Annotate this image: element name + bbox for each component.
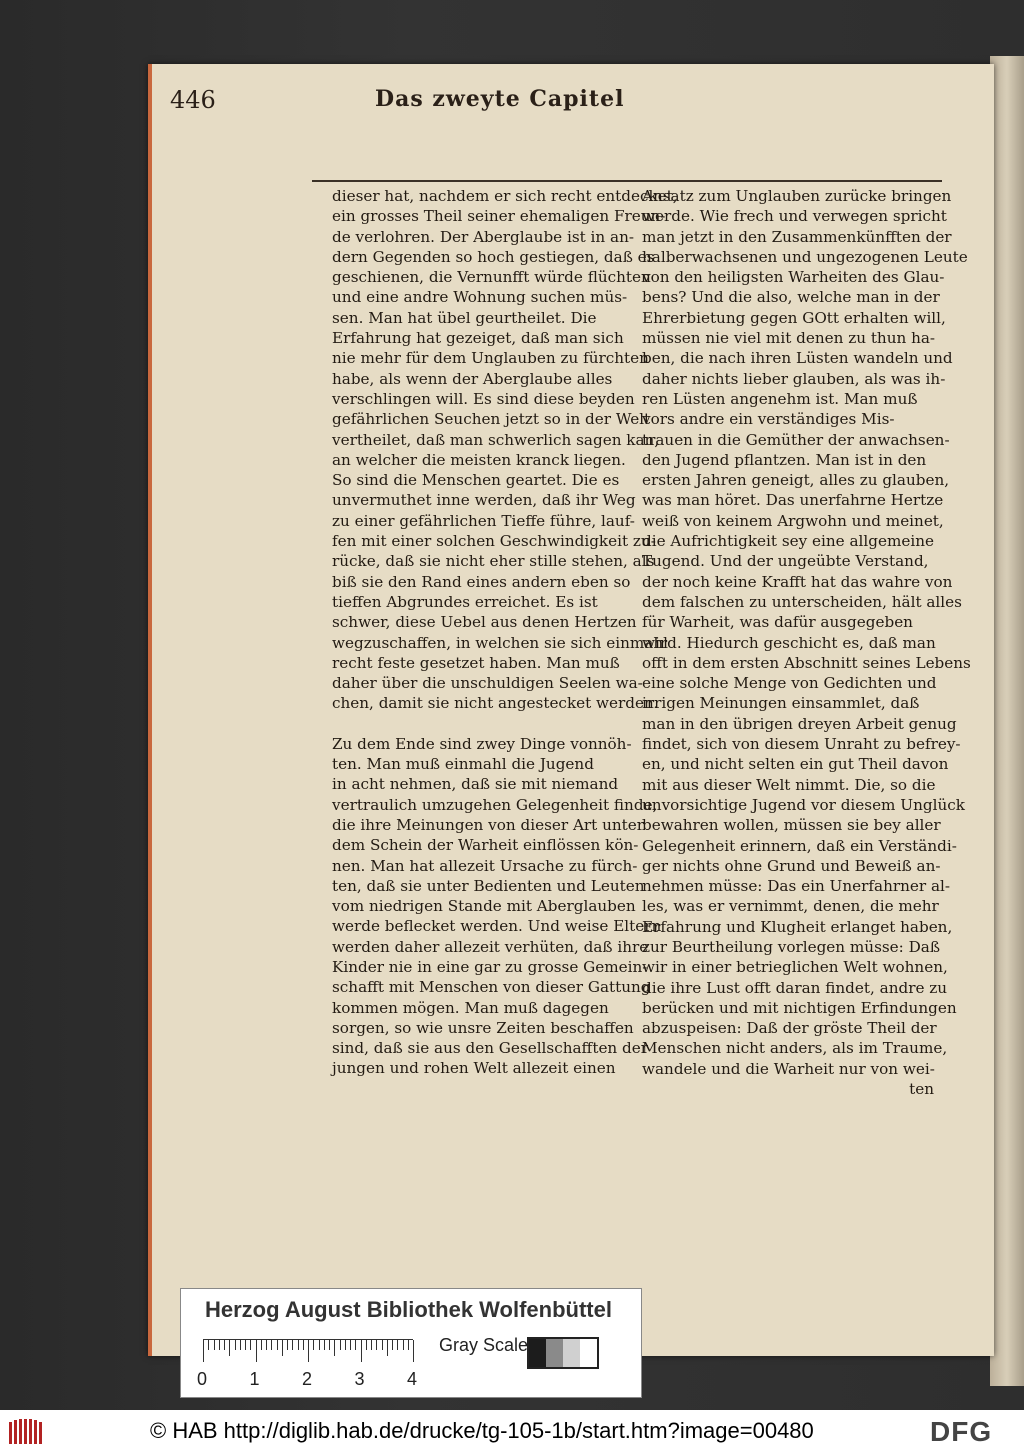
text-line: ein grosses Theil seiner ehemaligen Freun- [332, 207, 666, 226]
text-line: vertraulich umzugehen Gelegenheit finde, [332, 795, 658, 814]
ruler-tick [303, 1340, 304, 1350]
text-line: ren Lüsten angenehm ist. Man muß [642, 389, 918, 408]
ruler-tick [229, 1340, 230, 1356]
ruler-tick [345, 1340, 346, 1350]
text-line: dern Gegenden so hoch gestiegen, daß es [332, 247, 655, 266]
text-line: trauen in die Gemüther der anwachsen- [642, 430, 950, 449]
text-line: man jetzt in den Zusammenkünfften der [642, 227, 952, 246]
text-line: biß sie den Rand eines andern eben so [332, 572, 631, 591]
text-line: kommen mögen. Man muß dagegen [332, 998, 609, 1017]
text-line: werde. Wie frech und verwegen spricht [642, 207, 947, 226]
text-line: berücken und mit nichtigen Erfindungen [642, 998, 957, 1017]
text-line: offt in dem ersten Abschnitt seines Lebens [642, 653, 971, 672]
ruler-tick [413, 1340, 414, 1362]
ruler-tick [392, 1340, 393, 1350]
text-line: ersten Jahren geneigt, alles zu glauben, [642, 471, 950, 490]
gray-swatch [529, 1339, 546, 1367]
text-line: Erfahrung und Klugheit erlanget haben, [642, 917, 953, 936]
text-line: ten. Man muß einmahl die Jugend [332, 755, 594, 774]
text-line: verschlingen will. Es sind diese beyden [332, 389, 635, 408]
text-line: man in den übrigen dreyen Arbeit genug [642, 714, 957, 733]
text-line: fen mit einer solchen Geschwindigkeit zu- [332, 532, 656, 551]
text-line: was man höret. Das unerfahrne Hertze [642, 491, 944, 510]
text-line: vom niedrigen Stande mit Aberglauben [332, 897, 636, 916]
footer-bar [0, 1410, 1024, 1454]
ruler-tick [271, 1340, 272, 1350]
text-line: sorgen, so wie unsre Zeiten beschaffen [332, 1018, 634, 1037]
library-color-card [180, 1288, 642, 1398]
ruler-tick [287, 1340, 288, 1350]
paragraph-gap [332, 714, 624, 734]
text-line: der noch keine Krafft hat das wahre von [642, 572, 953, 591]
ruler-tick [408, 1340, 409, 1350]
text-line: wandele und die Warheit nur von wei- [642, 1059, 935, 1078]
text-line: zur Beurtheilung vorlegen müsse: Daß [642, 937, 940, 956]
ruler-tick [240, 1340, 241, 1350]
text-line: von den heiligsten Warheiten des Glau- [642, 268, 945, 287]
ruler-tick [214, 1340, 215, 1350]
text-line: die Aufrichtigkeit sey eine allgemeine [642, 532, 934, 551]
text-line: in acht nehmen, daß sie mit niemand [332, 775, 619, 794]
ruler-tick [292, 1340, 293, 1350]
text-line: daher über die unschuldigen Seelen wa- [332, 674, 643, 693]
text-line: zu einer gefährlichen Tieffe führe, lauf- [332, 511, 635, 530]
ruler-tick [313, 1340, 314, 1350]
text-line: nehmen müsse: Das ein Unerfahrner al- [642, 877, 951, 896]
ruler-tick [334, 1340, 335, 1356]
text-line: den Jugend pflantzen. Man ist in den [642, 450, 927, 469]
text-line: gefährlichen Seuchen jetzt so in der Welt [332, 410, 651, 429]
text-line: findet, sich von diesem Unraht zu befrey- [642, 735, 961, 754]
gray-swatch [546, 1339, 563, 1367]
ruler-tick [387, 1340, 388, 1356]
text-line: mit aus dieser Welt nimmt. Die, so die [642, 775, 936, 794]
text-line: Gelegenheit erinnern, daß ein Verständi- [642, 836, 957, 855]
page-number: 446 [170, 86, 216, 114]
source-url[interactable]: © HAB http://diglib.hab.de/drucke/tg-105-1b/start.htm?image=00480 [150, 1418, 814, 1443]
gray-scale-swatches [527, 1337, 599, 1369]
gray-swatch [580, 1339, 597, 1367]
scale-ruler [203, 1339, 413, 1364]
text-line: ben, die nach ihren Lüsten wandeln und [642, 349, 953, 368]
ruler-number: 0 [197, 1369, 208, 1389]
text-line: bewahren wollen, müssen sie bey aller [642, 816, 941, 835]
text-line: vertheilet, daß man schwerlich sagen kan, [332, 430, 660, 449]
chapter-title: Das zweyte Capitel [375, 86, 625, 112]
text-line: daher nichts lieber glauben, als was ih- [642, 369, 946, 388]
text-line: sind, daß sie aus den Gesellschafften der [332, 1039, 649, 1058]
text-line: unvermuthet inne werden, daß ihr Weg [332, 491, 636, 510]
right-text-column [642, 186, 971, 1099]
text-line: Zu dem Ende sind zwey Dinge vonnöh- [332, 734, 632, 753]
left-text-column [332, 186, 678, 1079]
ruler-tick [256, 1340, 257, 1362]
text-line: Erfahrung hat gezeiget, daß man sich [332, 329, 624, 348]
text-line: recht feste gesetzet haben. Man muß [332, 653, 620, 672]
text-line: en, und nicht selten ein gut Theil davon [642, 755, 949, 774]
text-line: und eine andre Wohnung suchen müs- [332, 288, 628, 307]
text-line: de verlohren. Der Aberglaube ist in an- [332, 227, 634, 246]
text-line: wegzuschaffen, in welchen sie sich einmahl [332, 633, 668, 652]
hab-logo-icon [8, 1418, 44, 1446]
text-line: tieffen Abgrundes erreichet. Es ist [332, 592, 598, 611]
text-line: chen, damit sie nicht angestecket werden. [332, 694, 659, 713]
ruler-tick [235, 1340, 236, 1350]
ruler-tick [208, 1340, 209, 1350]
text-line: dem Schein der Warheit einflössen kön- [332, 836, 639, 855]
text-line: rücke, daß sie nicht eher stille stehen, als [332, 552, 655, 571]
text-line: werde beflecket werden. Und weise Eltern [332, 917, 662, 936]
ruler-tick [277, 1340, 278, 1350]
text-line: ten [909, 1080, 934, 1099]
running-head [170, 86, 770, 126]
ruler-number: 3 [354, 1369, 365, 1389]
ruler-number: 1 [249, 1369, 260, 1389]
ruler-tick [203, 1340, 204, 1362]
gray-scale-label: Gray Scale [439, 1335, 529, 1355]
ruler-tick [350, 1340, 351, 1350]
ruler-tick [282, 1340, 283, 1356]
text-line: sen. Man hat übel geurtheilet. Die [332, 308, 597, 327]
text-line: Ehrerbietung gegen GOtt erhalten will, [642, 308, 946, 327]
ruler-tick [250, 1340, 251, 1350]
text-line: halberwachsenen und ungezogenen Leute [642, 247, 968, 266]
ruler-tick [340, 1340, 341, 1350]
ruler-number: 2 [302, 1369, 313, 1389]
text-line: Menschen nicht anders, als im Traume, [642, 1039, 948, 1058]
text-line: nen. Man hat allezeit Ursache zu fürch- [332, 856, 638, 875]
ruler-tick [298, 1340, 299, 1350]
text-line: Ansatz zum Unglauben zurücke bringen [642, 187, 952, 205]
ruler-tick [224, 1340, 225, 1350]
text-line: wir in einer betrieglichen Welt wohnen, [642, 958, 948, 977]
text-line: ger nichts ohne Grund und Beweiß an- [642, 856, 941, 875]
text-line: vors andre ein verständiges Mis- [642, 410, 895, 429]
ruler-tick [366, 1340, 367, 1350]
ruler-tick [324, 1340, 325, 1350]
ruler-tick [361, 1340, 362, 1362]
ruler-tick [261, 1340, 262, 1350]
text-line: werden daher allezeit verhüten, daß ihre [332, 937, 649, 956]
text-line: abzuspeisen: Daß der gröste Theil der [642, 1019, 937, 1038]
ruler-tick [403, 1340, 404, 1350]
ruler-tick [376, 1340, 377, 1350]
ruler-tick [319, 1340, 320, 1350]
text-line: eine solche Menge von Gedichten und [642, 674, 937, 693]
ruler-tick [382, 1340, 383, 1350]
text-line: jungen und rohen Welt allezeit einen [332, 1059, 616, 1078]
header-rule [312, 180, 942, 182]
text-line: für Warheit, was dafür ausgegeben [642, 613, 913, 632]
text-line: ten, daß sie unter Bedienten und Leuten [332, 876, 645, 895]
text-line: irrigen Meinungen einsammlet, daß [642, 694, 920, 713]
ruler-tick [397, 1340, 398, 1350]
next-page-edge [990, 56, 1024, 1386]
ruler-tick [219, 1340, 220, 1350]
ruler-tick [371, 1340, 372, 1350]
dfg-logo: DFG [930, 1416, 993, 1447]
text-line: nie mehr für dem Unglauben zu fürchten [332, 349, 649, 368]
text-line: So sind die Menschen geartet. Die es [332, 471, 620, 490]
ruler-number: 4 [407, 1369, 418, 1389]
ruler-tick [329, 1340, 330, 1350]
ruler-tick [355, 1340, 356, 1350]
ruler-tick [266, 1340, 267, 1350]
text-line: die ihre Meinungen von dieser Art unter [332, 815, 645, 834]
text-line: die ihre Lust offt daran findet, andre zu [642, 978, 948, 997]
text-line: bens? Und die also, welche man in der [642, 288, 940, 307]
institution-name: Herzog August Bibliothek Wolfenbüttel [205, 1297, 612, 1322]
text-line: habe, als wenn der Aberglaube alles [332, 369, 613, 388]
text-line: Tugend. Und der ungeübte Verstand, [642, 552, 929, 571]
text-line: weiß von keinem Argwohn und meinet, [642, 511, 944, 530]
text-line: geschienen, die Vernunfft würde flüchten [332, 268, 651, 287]
text-line: dieser hat, nachdem er sich recht entdecket, [332, 187, 678, 205]
text-line: unvorsichtige Jugend vor diesem Unglück [642, 795, 965, 814]
text-line: schwer, diese Uebel aus denen Hertzen [332, 613, 637, 632]
text-line: schafft mit Menschen von dieser Gattung [332, 978, 651, 997]
text-line: wird. Hiedurch geschicht es, daß man [642, 633, 936, 652]
gray-swatch [563, 1339, 580, 1367]
text-line: an welcher die meisten kranck liegen. [332, 450, 626, 469]
text-line: Kinder nie in eine gar zu grosse Gemein- [332, 957, 648, 976]
ruler-tick [245, 1340, 246, 1350]
text-line: müssen nie viel mit denen zu thun ha- [642, 329, 936, 348]
ruler-tick [308, 1340, 309, 1362]
text-line: les, was er vernimmt, denen, die mehr [642, 897, 939, 916]
text-line: dem falschen zu unterscheiden, hält alles [642, 592, 962, 611]
